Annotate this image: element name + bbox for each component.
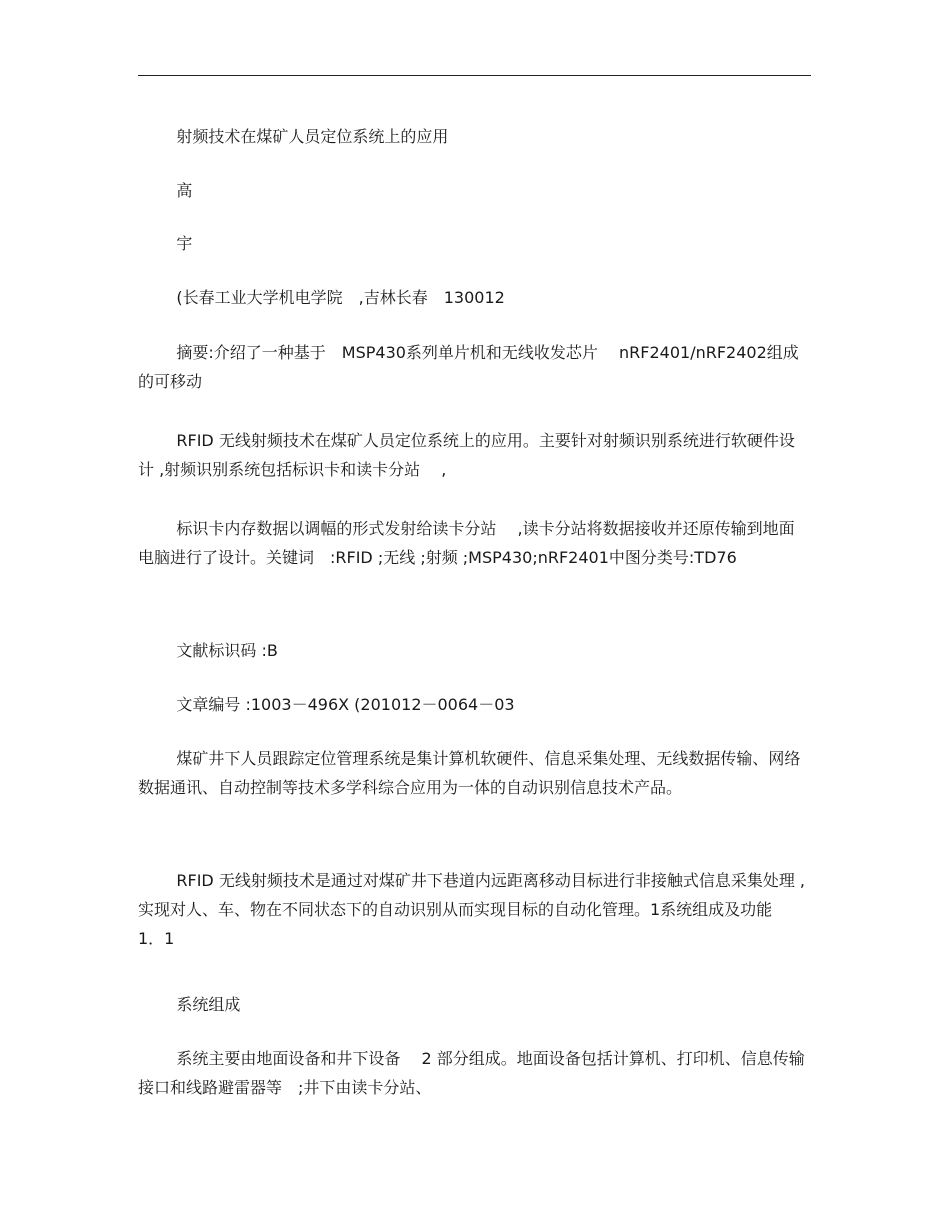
section-heading: 系统组成: [176, 995, 241, 1014]
article-title: 射频技术在煤矿人员定位系统上的应用: [176, 127, 449, 146]
body-paragraph-3: 系统主要由地面设备和井下设备 2 部分组成。地面设备包括计算机、打印机、信息传输接口和线路避雷器等 ;井下由读卡分站、: [138, 1049, 805, 1097]
abstract-paragraph-3: 标识卡内存数据以调幅的形式发射给读卡分站 ,读卡分站将数据接收并还原传输到地面电脑进行了设计。关键词 :RFID ;无线 ;射频 ;MSP430;nRF2401中图分类号:TD76: [138, 519, 795, 567]
header-rule: [138, 75, 811, 76]
abstract-paragraph-1: 摘要:介绍了一种基于 MSP430系列单片机和无线收发芯片 nRF2401/nRF2402组成的可移动: [138, 343, 799, 391]
abstract-paragraph-2: RFID 无线射频技术在煤矿人员定位系统上的应用。主要针对射频识别系统进行软硬件设计 ,射频识别系统包括标识卡和读卡分站 ,: [138, 431, 795, 479]
body-paragraph-1: 煤矿井下人员跟踪定位管理系统是集计算机软硬件、信息采集处理、无线数据传输、网络数据通讯、自动控制等技术多学科综合应用为一体的自动识别信息技术产品。: [138, 749, 801, 797]
body-paragraph-2: RFID 无线射频技术是通过对煤矿井下巷道内远距离移动目标进行非接触式信息采集处理 ,实现对人、车、物在不同状态下的自动识别从而实现目标的自动化管理。1系统组成及功能 1．1: [138, 871, 806, 948]
document-code: 文献标识码 :B: [176, 641, 278, 660]
author-name-part-2: 宇: [176, 234, 193, 253]
author-affiliation: (长春工业大学机电学院 ,吉林长春 130012: [176, 288, 505, 307]
author-name-part-1: 高: [176, 181, 193, 200]
article-number: 文章编号 :1003－496X (201012－0064－03: [176, 695, 515, 714]
